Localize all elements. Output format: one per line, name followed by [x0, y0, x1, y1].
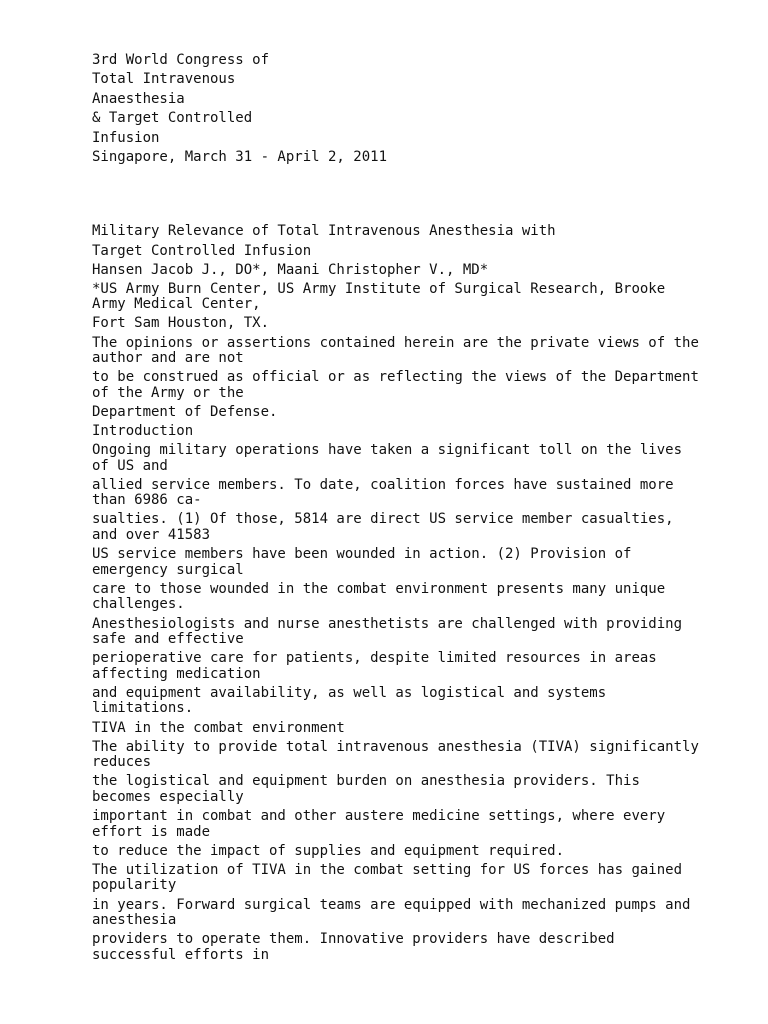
article-title-line: Target Controlled Infusion	[92, 242, 312, 259]
header-line: & Target Controlled	[92, 110, 253, 127]
disclaimer-line: to be construed as official or as reflecting the views of the Department of the Army or the	[92, 369, 699, 401]
body-line: perioperative care for patients, despite limited resources in areas affecting medication	[92, 650, 657, 682]
conference-header	[92, 51, 732, 167]
body-line: in years. Forward surgical teams are equipped with mechanized pumps and anesthesia	[92, 896, 691, 929]
body-line: care to those wounded in the combat environment presents many unique challenges.	[92, 580, 666, 613]
header-line: Total Intravenous	[92, 71, 236, 88]
body-line: allied service members. To date, coalition forces have sustained more than 6986 ca-	[92, 476, 674, 509]
body-line: providers to operate them. Innovative providers have described successful efforts in	[92, 931, 615, 963]
affiliation: *US Army Burn Center, US Army Institute of Surgical Research, Brooke Army Medical Center,	[92, 280, 666, 313]
body-line: sualties. (1) Of those, 5814 are direct US service member casualties, and over 41583	[92, 511, 674, 544]
article-body	[92, 224, 732, 963]
body-line: The utilization of TIVA in the combat setting for US forces has gained popularity	[92, 861, 683, 894]
authors: Hansen Jacob J., DO*, Maani Christopher V., MD*	[92, 261, 489, 278]
disclaimer-line: The opinions or assertions contained herein are the private views of the author and are not	[92, 334, 699, 367]
body-line: the logistical and equipment burden on anesthesia providers. This becomes especially	[92, 773, 640, 805]
disclaimer-line: Department of Defense.	[92, 403, 278, 420]
header-line: Singapore, March 31 - April 2, 2011	[92, 149, 388, 166]
header-line: Infusion	[92, 129, 160, 146]
document-page	[92, 51, 732, 967]
body-line: US service members have been wounded in action. (2) Provision of emergency surgical	[92, 546, 632, 578]
body-line: important in combat and other austere medicine settings, where every effort is made	[92, 808, 666, 840]
body-line: to reduce the impact of supplies and equipment required.	[92, 842, 565, 859]
body-line: Anesthesiologists and nurse anesthetists are challenged with providing safe and effective	[92, 615, 683, 648]
section-heading-introduction: Introduction	[92, 422, 194, 439]
header-line: Anaesthesia	[92, 90, 185, 107]
article-title-line: Military Relevance of Total Intravenous Anesthesia with	[92, 223, 556, 240]
spacer	[92, 167, 732, 224]
header-line: 3rd World Congress of	[92, 52, 270, 68]
affiliation-location: Fort Sam Houston, TX.	[92, 315, 270, 332]
section-heading-tiva: TIVA in the combat environment	[92, 719, 345, 736]
body-line: and equipment availability, as well as logistical and systems limitations.	[92, 684, 607, 717]
body-line: Ongoing military operations have taken a significant toll on the lives of US and	[92, 442, 683, 474]
body-line: The ability to provide total intravenous anesthesia (TIVA) significantly reduces	[92, 738, 699, 771]
